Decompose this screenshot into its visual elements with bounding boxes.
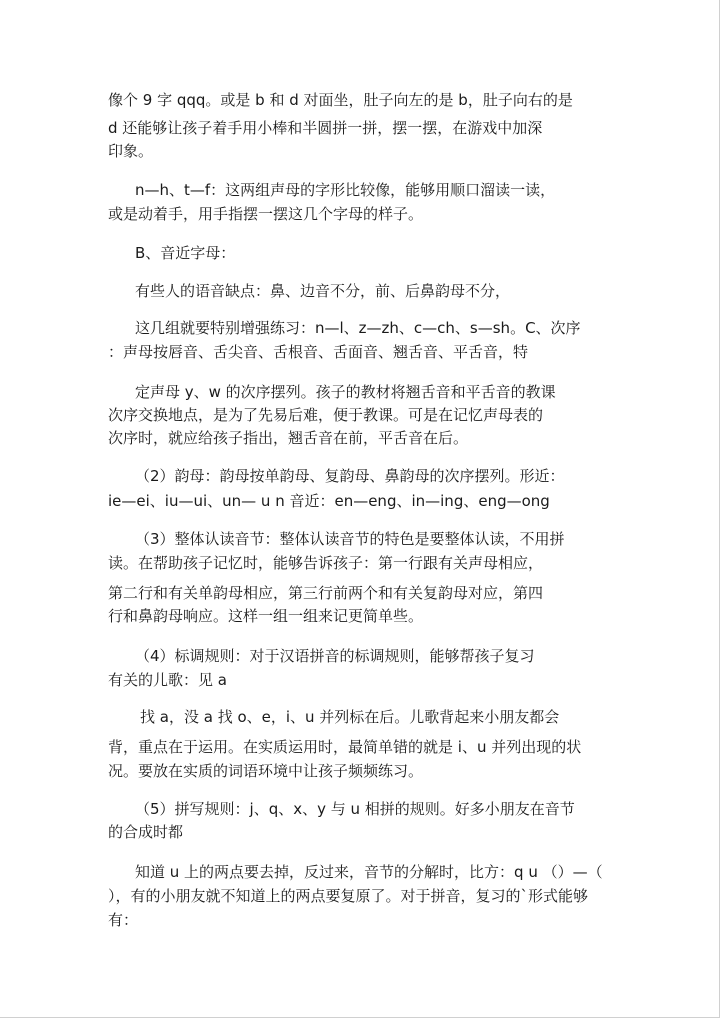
text-line: 像个 9 字 qqq。或是 b 和 d 对面坐，肚子向左的是 b，肚子向右的是 bbox=[108, 91, 573, 109]
text-line: 次序时，就应给孩子指出，翘舌音在前，平舌音在后。 bbox=[108, 429, 469, 447]
text-line: 有些人的语音缺点：鼻、边音不分，前、后鼻韵母不分， bbox=[135, 282, 511, 300]
text-line: 的合成时都 bbox=[108, 823, 184, 841]
text-line: n—h、t—f：这两组声母的字形比较像，能够用顺口溜读一读， bbox=[135, 181, 556, 199]
text-line: ），有的小朋友就不知道上的两点要复原了。对于拼音，复习的`形式能够 bbox=[108, 887, 589, 905]
text-line: 背，重点在于运用。在实质运用时，最简单错的就是 i、u 并列出现的状 bbox=[108, 738, 582, 756]
text-line: 读。在帮助孩子记忆时，能够告诉孩子：第一行跟有关声母相应， bbox=[108, 554, 544, 572]
text-line: ie—ei、iu—ui、un— u n 音近：en—eng、in—ing、eng—ong bbox=[108, 492, 550, 510]
section-heading: （4）标调规则：对于汉语拼音的标调规则，能够帮孩子复习 bbox=[135, 647, 535, 665]
text-line: 况。要放在实质的词语环境中让孩子频频练习。 bbox=[108, 762, 424, 780]
text-line: 知道 u 上的两点要去掉，反过来，音节的分解时，比方：q u （）—（ bbox=[135, 863, 603, 881]
section-heading: （3）整体认读音节：整体认读音节的特色是要整体认读，不用拼 bbox=[135, 530, 565, 548]
text-line: 定声母 y、w 的次序摆列。孩子的教材将翘舌音和平舌音的教课 bbox=[135, 383, 556, 401]
text-line: 有： bbox=[108, 911, 139, 929]
section-heading: （5）拼写规则：j、q、x、y 与 u 相拼的规则。好多小朋友在音节 bbox=[135, 800, 575, 818]
text-line: 这几组就要特别增强练习：n—l、z—zh、c—ch、s—sh。C、次序 bbox=[135, 319, 581, 337]
text-line: ：声母按唇音、舌尖音、舌根音、舌面音、翘舌音、平舌音，特 bbox=[108, 343, 529, 361]
section-heading: B、音近字母： bbox=[135, 244, 236, 262]
text-line: 行和鼻韵母响应。这样一组一组来记更简单些。 bbox=[108, 607, 424, 625]
text-line: 第二行和有关单韵母相应，第三行前两个和有关复韵母对应，第四 bbox=[108, 584, 544, 602]
text-line: 或是动着手，用手指摆一摆这几个字母的样子。 bbox=[108, 205, 424, 223]
text-line: 有关的儿歌：见 a bbox=[108, 671, 227, 689]
text-line: d 还能够让孩子着手用小棒和半圆拼一拼，摆一摆，在游戏中加深 bbox=[108, 119, 543, 137]
text-line: 找 a，没 a 找 o、e，i、u 并列标在后。儿歌背起来小朋友都会 bbox=[140, 708, 560, 726]
text-line: 印象。 bbox=[108, 142, 154, 160]
section-heading: （2）韵母：韵母按单韵母、复韵母、鼻韵母的次序摆列。形近： bbox=[135, 467, 565, 485]
text-line: 次序交换地点，是为了先易后难，便于教课。可是在记忆声母表的 bbox=[108, 406, 544, 424]
